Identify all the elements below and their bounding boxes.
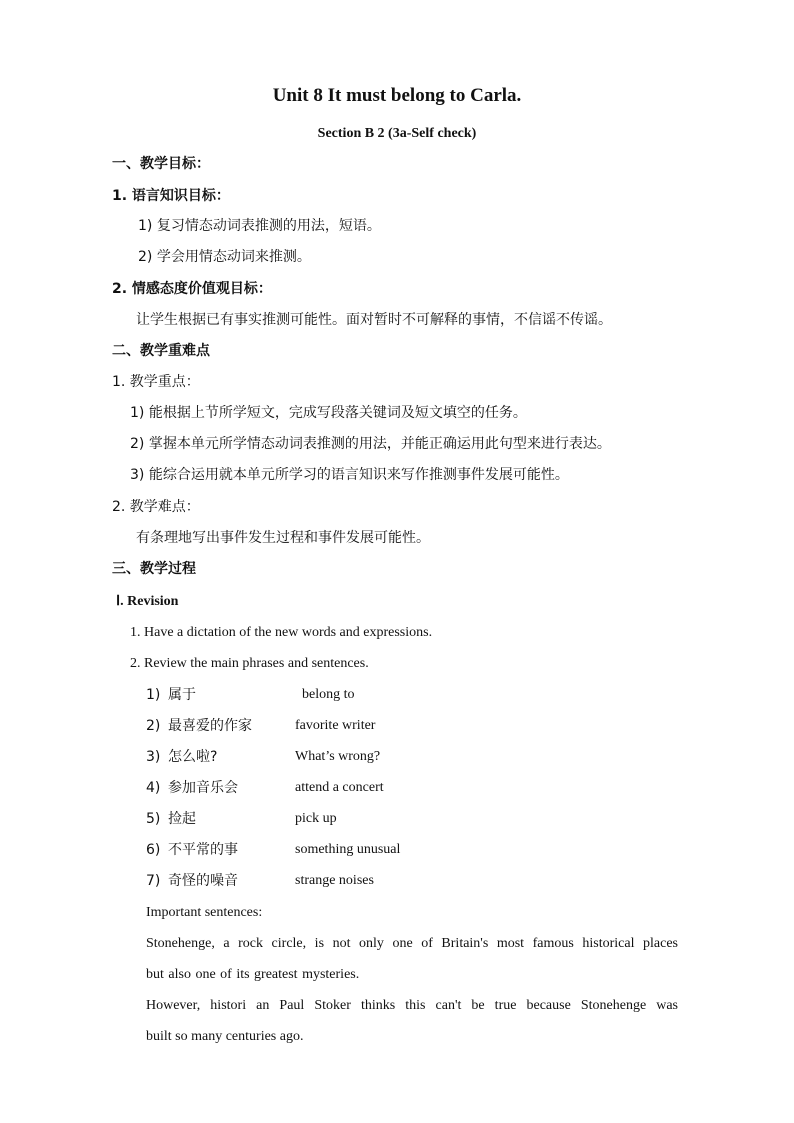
phrase-number: 7) bbox=[146, 873, 161, 889]
section-3-heading: 三、教学过程 bbox=[112, 561, 196, 577]
phrase-chinese: 属于 bbox=[168, 687, 196, 703]
phrase-chinese: 参加音乐会 bbox=[168, 780, 238, 796]
phrase-number: 3) bbox=[146, 749, 161, 765]
phrase-english: attend a concert bbox=[295, 780, 384, 795]
phrase-chinese: 捡起 bbox=[168, 811, 196, 827]
phrase-chinese: 不平常的事 bbox=[168, 842, 238, 858]
phrase-english: strange noises bbox=[295, 873, 374, 888]
section-2-heading: 二、教学重难点 bbox=[112, 343, 210, 359]
important-sentences-label: Important sentences: bbox=[146, 905, 263, 920]
sentence-1-line-1: Stonehenge, a rock circle, is not only one of Britain's most famous historical places bbox=[146, 936, 678, 951]
page-subtitle: Section B 2 (3a-Self check) bbox=[317, 126, 477, 141]
phrase-chinese: 最喜爱的作家 bbox=[168, 718, 252, 734]
revision-step: 2. Review the main phrases and sentences. bbox=[130, 656, 369, 671]
phrase-number: 6) bbox=[146, 842, 161, 858]
section-1-heading: 一、教学目标： bbox=[112, 156, 210, 172]
knowledge-goals-heading: 1. 语言知识目标： bbox=[112, 188, 230, 204]
key-points-heading: 1. 教学重点： bbox=[112, 374, 200, 390]
emotion-goals-heading: 2. 情感态度价值观目标： bbox=[112, 281, 272, 297]
phrase-number: 4) bbox=[146, 780, 161, 796]
sentence-1-line-2: but also one of its greatest mysteries. bbox=[146, 967, 360, 982]
phrase-number: 1) bbox=[146, 687, 161, 703]
difficulties-heading: 2. 教学难点： bbox=[112, 499, 200, 515]
sentence-2-line-2: built so many centuries ago. bbox=[146, 1029, 304, 1044]
difficulties-text: 有条理地写出事件发生过程和事件发展可能性。 bbox=[136, 530, 430, 546]
phrase-number: 2) bbox=[146, 718, 161, 734]
page-title: Unit 8 It must belong to Carla. bbox=[272, 85, 522, 106]
phrase-english: What’s wrong? bbox=[295, 749, 381, 764]
key-point-item: 2) 掌握本单元所学情态动词表推测的用法，并能正确运用此句型来进行表达。 bbox=[130, 436, 611, 452]
sentence-2-line-1: However, histori an Paul Stoker thinks this can't be true because Stonehenge was bbox=[146, 998, 678, 1013]
key-point-item: 3) 能综合运用就本单元所学习的语言知识来写作推测事件发展可能性。 bbox=[130, 467, 569, 483]
knowledge-goal-item: 2) 学会用情态动词来推测。 bbox=[138, 249, 311, 265]
phrase-english: favorite writer bbox=[295, 718, 376, 733]
revision-heading: Ⅰ. Revision bbox=[116, 594, 179, 609]
phrase-number: 5) bbox=[146, 811, 161, 827]
revision-step: 1. Have a dictation of the new words and expressions. bbox=[130, 625, 433, 640]
emotion-goal-text: 让学生根据已有事实推测可能性。面对暂时不可解释的事情，不信谣不传谣。 bbox=[136, 312, 612, 328]
key-point-item: 1) 能根据上节所学短文，完成写段落关键词及短文填空的任务。 bbox=[130, 405, 527, 421]
knowledge-goal-item: 1) 复习情态动词表推测的用法，短语。 bbox=[138, 218, 381, 234]
phrase-chinese: 怎么啦? bbox=[168, 749, 218, 765]
phrase-english: something unusual bbox=[295, 842, 401, 857]
phrase-english: belong to bbox=[302, 687, 355, 702]
phrase-english: pick up bbox=[295, 811, 337, 826]
phrase-chinese: 奇怪的噪音 bbox=[168, 873, 238, 889]
